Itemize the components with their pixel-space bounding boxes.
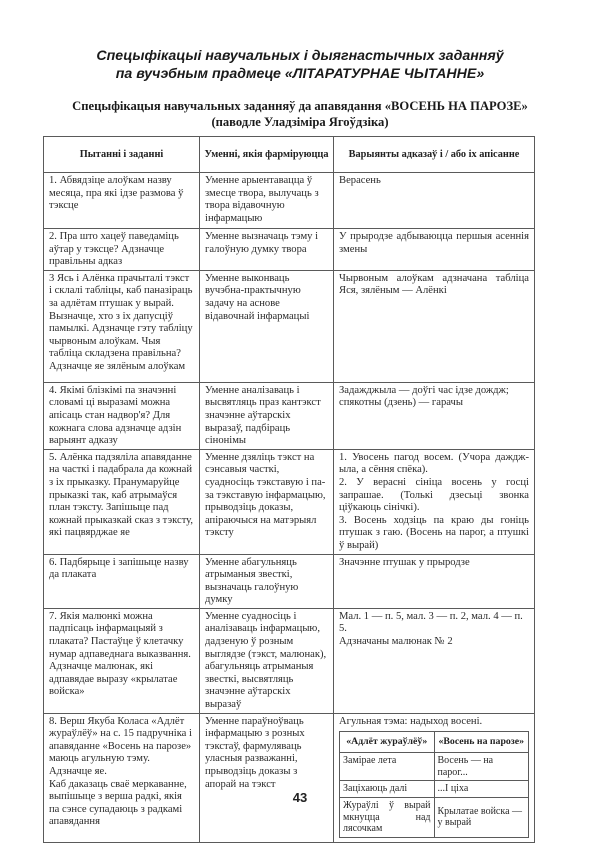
table-row bbox=[44, 449, 535, 554]
comparison-cell: Крылатае войска — у вырай bbox=[434, 798, 529, 838]
question-cell: 8. Верш Якуба Коласа «Адлёт жураўлёў» на с. 15 падручніка і апавяданне «Восень на парозе» маюць агульную тэму. Адзначце яе. Каб даказаць сваё меркаванне, выпішыце з верша радкі, якія па сэнсе супадаюць з радкамі апавядання bbox=[44, 713, 200, 842]
table-title-line-1: Спецыфікацыя навучальных заданняў да апавядання «ВОСЕНЬ НА ПАРОЗЕ» bbox=[72, 99, 528, 113]
table-row bbox=[44, 229, 535, 271]
table-row bbox=[44, 173, 535, 229]
comparison-header-story: «Восень на парозе» bbox=[434, 732, 529, 753]
skill-cell: Уменне выконваць вучэбна-практычную задачу на аснове відавочнай інфармацыі bbox=[200, 270, 334, 382]
comparison-header-row bbox=[340, 732, 529, 753]
answer-cell: Задажджыла — доўгі час ідзе дождж; спякотны (дзень) — гарачы bbox=[334, 382, 535, 449]
answer-cell: У прыродзе адбываюцца першыя асеннія змены bbox=[334, 229, 535, 271]
skill-cell: Уменне арыентавацца ў змесце твора, вылучаць з твора відавочную інфармацыю bbox=[200, 173, 334, 229]
page-title-line-1: Спецыфікацыі навучальных і дыягнастычных заданняў bbox=[96, 48, 504, 64]
question-cell: 2. Пра што хацеў паведаміць аўтар у тэксце? Адзначце правільны адказ bbox=[44, 229, 200, 271]
table-row bbox=[44, 554, 535, 608]
table-row bbox=[44, 713, 535, 842]
question-cell: 3 Ясь і Алёнка прачыталі тэкст і склалі табліцы, каб паназіраць за адлётам птушак у вырай. Вызначце, хто з іх дапусціў памылкі. Адзначце гэту табліцу чырвоным алоўкам. Чыя табліца складзена правільна? Адзначце яе зялёным алоўкам bbox=[44, 270, 200, 382]
skill-cell: Уменне абагульняць атрыманыя звесткі, вызначаць галоўную думку bbox=[200, 554, 334, 608]
comparison-table bbox=[339, 731, 529, 838]
answer-cell bbox=[334, 608, 535, 713]
table-row bbox=[44, 382, 535, 449]
table-row bbox=[44, 270, 535, 382]
question-cell: 1. Абвядзіце алоўкам назву месяца, пра які ідзе размова ў тэксце bbox=[44, 173, 200, 229]
question-cell: 5. Алёнка падзяліла апавяданне на часткі і падабрала да кожнай з іх прыказку. Пранумаруйце прыказкі так, каб атрымаўся план тэксту. Запішыце пад кожнай прыказкай сказ з тэксту, які пацвярджае яе bbox=[44, 449, 200, 554]
answer-cell: Верасень bbox=[334, 173, 535, 229]
skill-cell: Уменне суадносіць і аналізаваць інфармацыю, дадзеную ў розным выглядзе (тэкст, малюнак), абагульняць атрыманыя звесткі, высвятляць значэнне аўтарскіх выразаў bbox=[200, 608, 334, 713]
question-cell: 7. Якія малюнкі можна падпісаць інфармацыяй з плаката? Пастаўце ў клетачку нумар адпаведнага выказвання. Адзначце малюнак, які адпавядае выразу «крылатае войска» bbox=[44, 608, 200, 713]
comparison-header-poem: «Адлёт жураўлёў» bbox=[340, 732, 435, 753]
comparison-cell: Замірае лета bbox=[340, 753, 435, 781]
comparison-cell: Заціхаюць далі bbox=[340, 781, 435, 798]
table-header-row bbox=[44, 137, 535, 173]
answer-cell bbox=[334, 449, 535, 554]
comparison-cell: ...І ціха bbox=[434, 781, 529, 798]
table-title-line-2: (паводле Уладзіміра Ягоўдзіка) bbox=[211, 115, 389, 129]
question-cell: 6. Падбярыце і запішыце назву да плаката bbox=[44, 554, 200, 608]
header-answers: Варыянты адказаў і / або іх апісанне bbox=[334, 137, 535, 173]
header-questions: Пытанні і заданні bbox=[44, 137, 200, 173]
comparison-row bbox=[340, 753, 529, 781]
skill-cell: Уменне вызначаць тэму і галоўную думку твора bbox=[200, 229, 334, 271]
answer-cell bbox=[334, 713, 535, 842]
answer-line: Мал. 1 — п. 5, мал. 3 — п. 2, мал. 4 — п. 5. bbox=[339, 610, 523, 635]
skill-cell: Уменне дзяліць тэкст на сэнсавыя часткі, суадносіць тэкставую і па-за тэкставую інфармацыю, прыводзіць доказы, апіраючыся на матэрыял тэксту bbox=[200, 449, 334, 554]
answer-line: 3. Восень ходзіць па краю ды гоніць птушак з гаю. (Восень на парог, а птушкі ў вырай) bbox=[339, 514, 529, 551]
answer-line: 2. У верасні сініца восень у госці запрашае. (Толькі дзесьці звонка ціўкаюць сінічкі). bbox=[339, 476, 529, 514]
comparison-cell: Жураўлі ў вырай мкнуцца над лясочкам bbox=[340, 798, 435, 838]
table-row bbox=[44, 608, 535, 713]
page-title bbox=[0, 47, 600, 83]
question-cell: 4. Якімі блізкімі па значэнні словамі ці выразамі можна апісаць стан надвор'я? Для кожнага слова адзначце адзін варыянт адказу bbox=[44, 382, 200, 449]
table-title bbox=[0, 98, 600, 130]
header-skills: Уменні, якія фарміруюцца bbox=[200, 137, 334, 173]
skill-cell: Уменне параўноўваць інфармацыю з розных тэкстаў, фармуляваць уласныя разважанні, прыводзіць доказы з апорай на тэкст bbox=[200, 713, 334, 842]
answer-line: 1. Увосень пагод восем. (Учора дажджыла, а сёння спёка). bbox=[339, 451, 529, 476]
answer-cell: Чырвоным алоўкам адзначана табліца Яся, зялёным — Алёнкі bbox=[334, 270, 535, 382]
page-title-line-2: па вучэбным прадмеце «ЛІТАРАТУРНАЕ ЧЫТАННЕ» bbox=[115, 66, 485, 82]
comparison-cell: Восень — на парог... bbox=[434, 753, 529, 781]
answer-caption: Агульная тэма: надыход восені. bbox=[339, 715, 483, 727]
answer-line: Адзначаны малюнак № 2 bbox=[339, 636, 453, 648]
page-number: 43 bbox=[292, 790, 308, 805]
specification-table bbox=[43, 136, 535, 843]
answer-cell: Значэнне птушак у прыродзе bbox=[334, 554, 535, 608]
skill-cell: Уменне аналізаваць і высвятляць праз кантэкст значэнне аўтарскіх выразаў, падбіраць сінонімы bbox=[200, 382, 334, 449]
